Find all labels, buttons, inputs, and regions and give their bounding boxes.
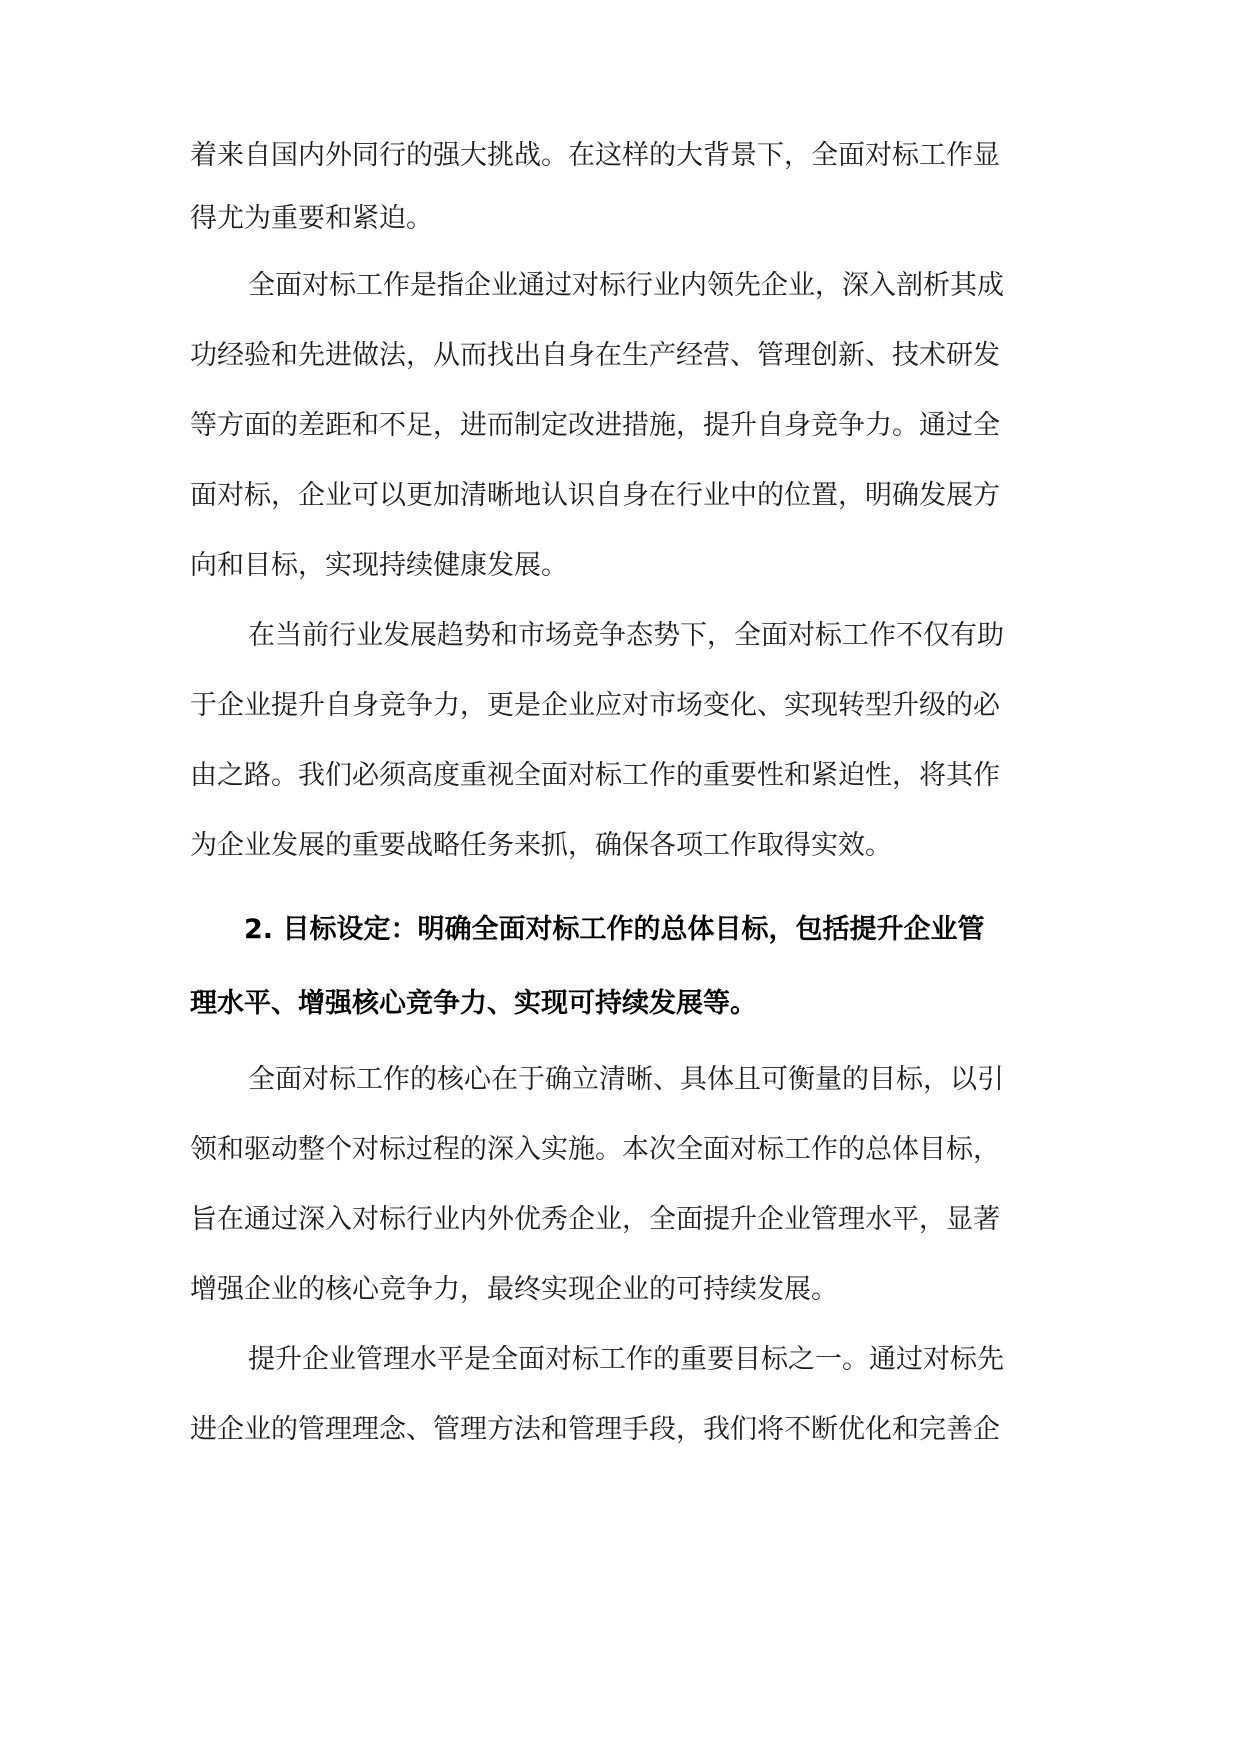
paragraph-line: 由之路。我们必须高度重视全面对标工作的重要性和紧迫性，将其作 [190, 760, 1000, 791]
paragraph-line: 提升企业管理水平是全面对标工作的重要目标之一。通过对标先 [248, 1344, 1004, 1375]
paragraph-line: 进企业的管理理念、管理方法和管理手段，我们将不断优化和完善企 [190, 1414, 1000, 1445]
section-heading: 2. 目标设定：明确全面对标工作的总体目标，包括提升企业管 [244, 914, 985, 945]
paragraph-line: 为企业发展的重要战略任务来抓，确保各项工作取得实效。 [190, 830, 892, 861]
paragraph-line: 向和目标，实现持续健康发展。 [190, 550, 568, 581]
paragraph-line: 旨在通过深入对标行业内外优秀企业，全面提升企业管理水平，显著 [190, 1204, 1000, 1235]
paragraph-line: 全面对标工作的核心在于确立清晰、具体且可衡量的目标，以引 [248, 1064, 1004, 1095]
paragraph-line: 于企业提升自身竞争力，更是企业应对市场变化、实现转型升级的必 [190, 690, 1000, 721]
paragraph-line: 着来自国内外同行的强大挑战。在这样的大背景下，全面对标工作显 [190, 140, 1000, 171]
paragraph-line: 等方面的差距和不足，进而制定改进措施，提升自身竞争力。通过全 [190, 410, 1000, 441]
paragraph-line: 在当前行业发展趋势和市场竞争态势下，全面对标工作不仅有助 [248, 620, 1004, 651]
paragraph-line: 领和驱动整个对标过程的深入实施。本次全面对标工作的总体目标， [190, 1134, 1000, 1165]
section-heading: 理水平、增强核心竞争力、实现可持续发展等。 [190, 988, 757, 1019]
paragraph-line: 全面对标工作是指企业通过对标行业内领先企业，深入剖析其成 [248, 270, 1004, 301]
paragraph-line: 得尤为重要和紧迫。 [190, 203, 433, 234]
paragraph-line: 面对标，企业可以更加清晰地认识自身在行业中的位置，明确发展方 [190, 480, 1000, 511]
paragraph-line: 功经验和先进做法，从而找出自身在生产经营、管理创新、技术研发 [190, 340, 1000, 371]
paragraph-line: 增强企业的核心竞争力，最终实现企业的可持续发展。 [190, 1274, 838, 1305]
